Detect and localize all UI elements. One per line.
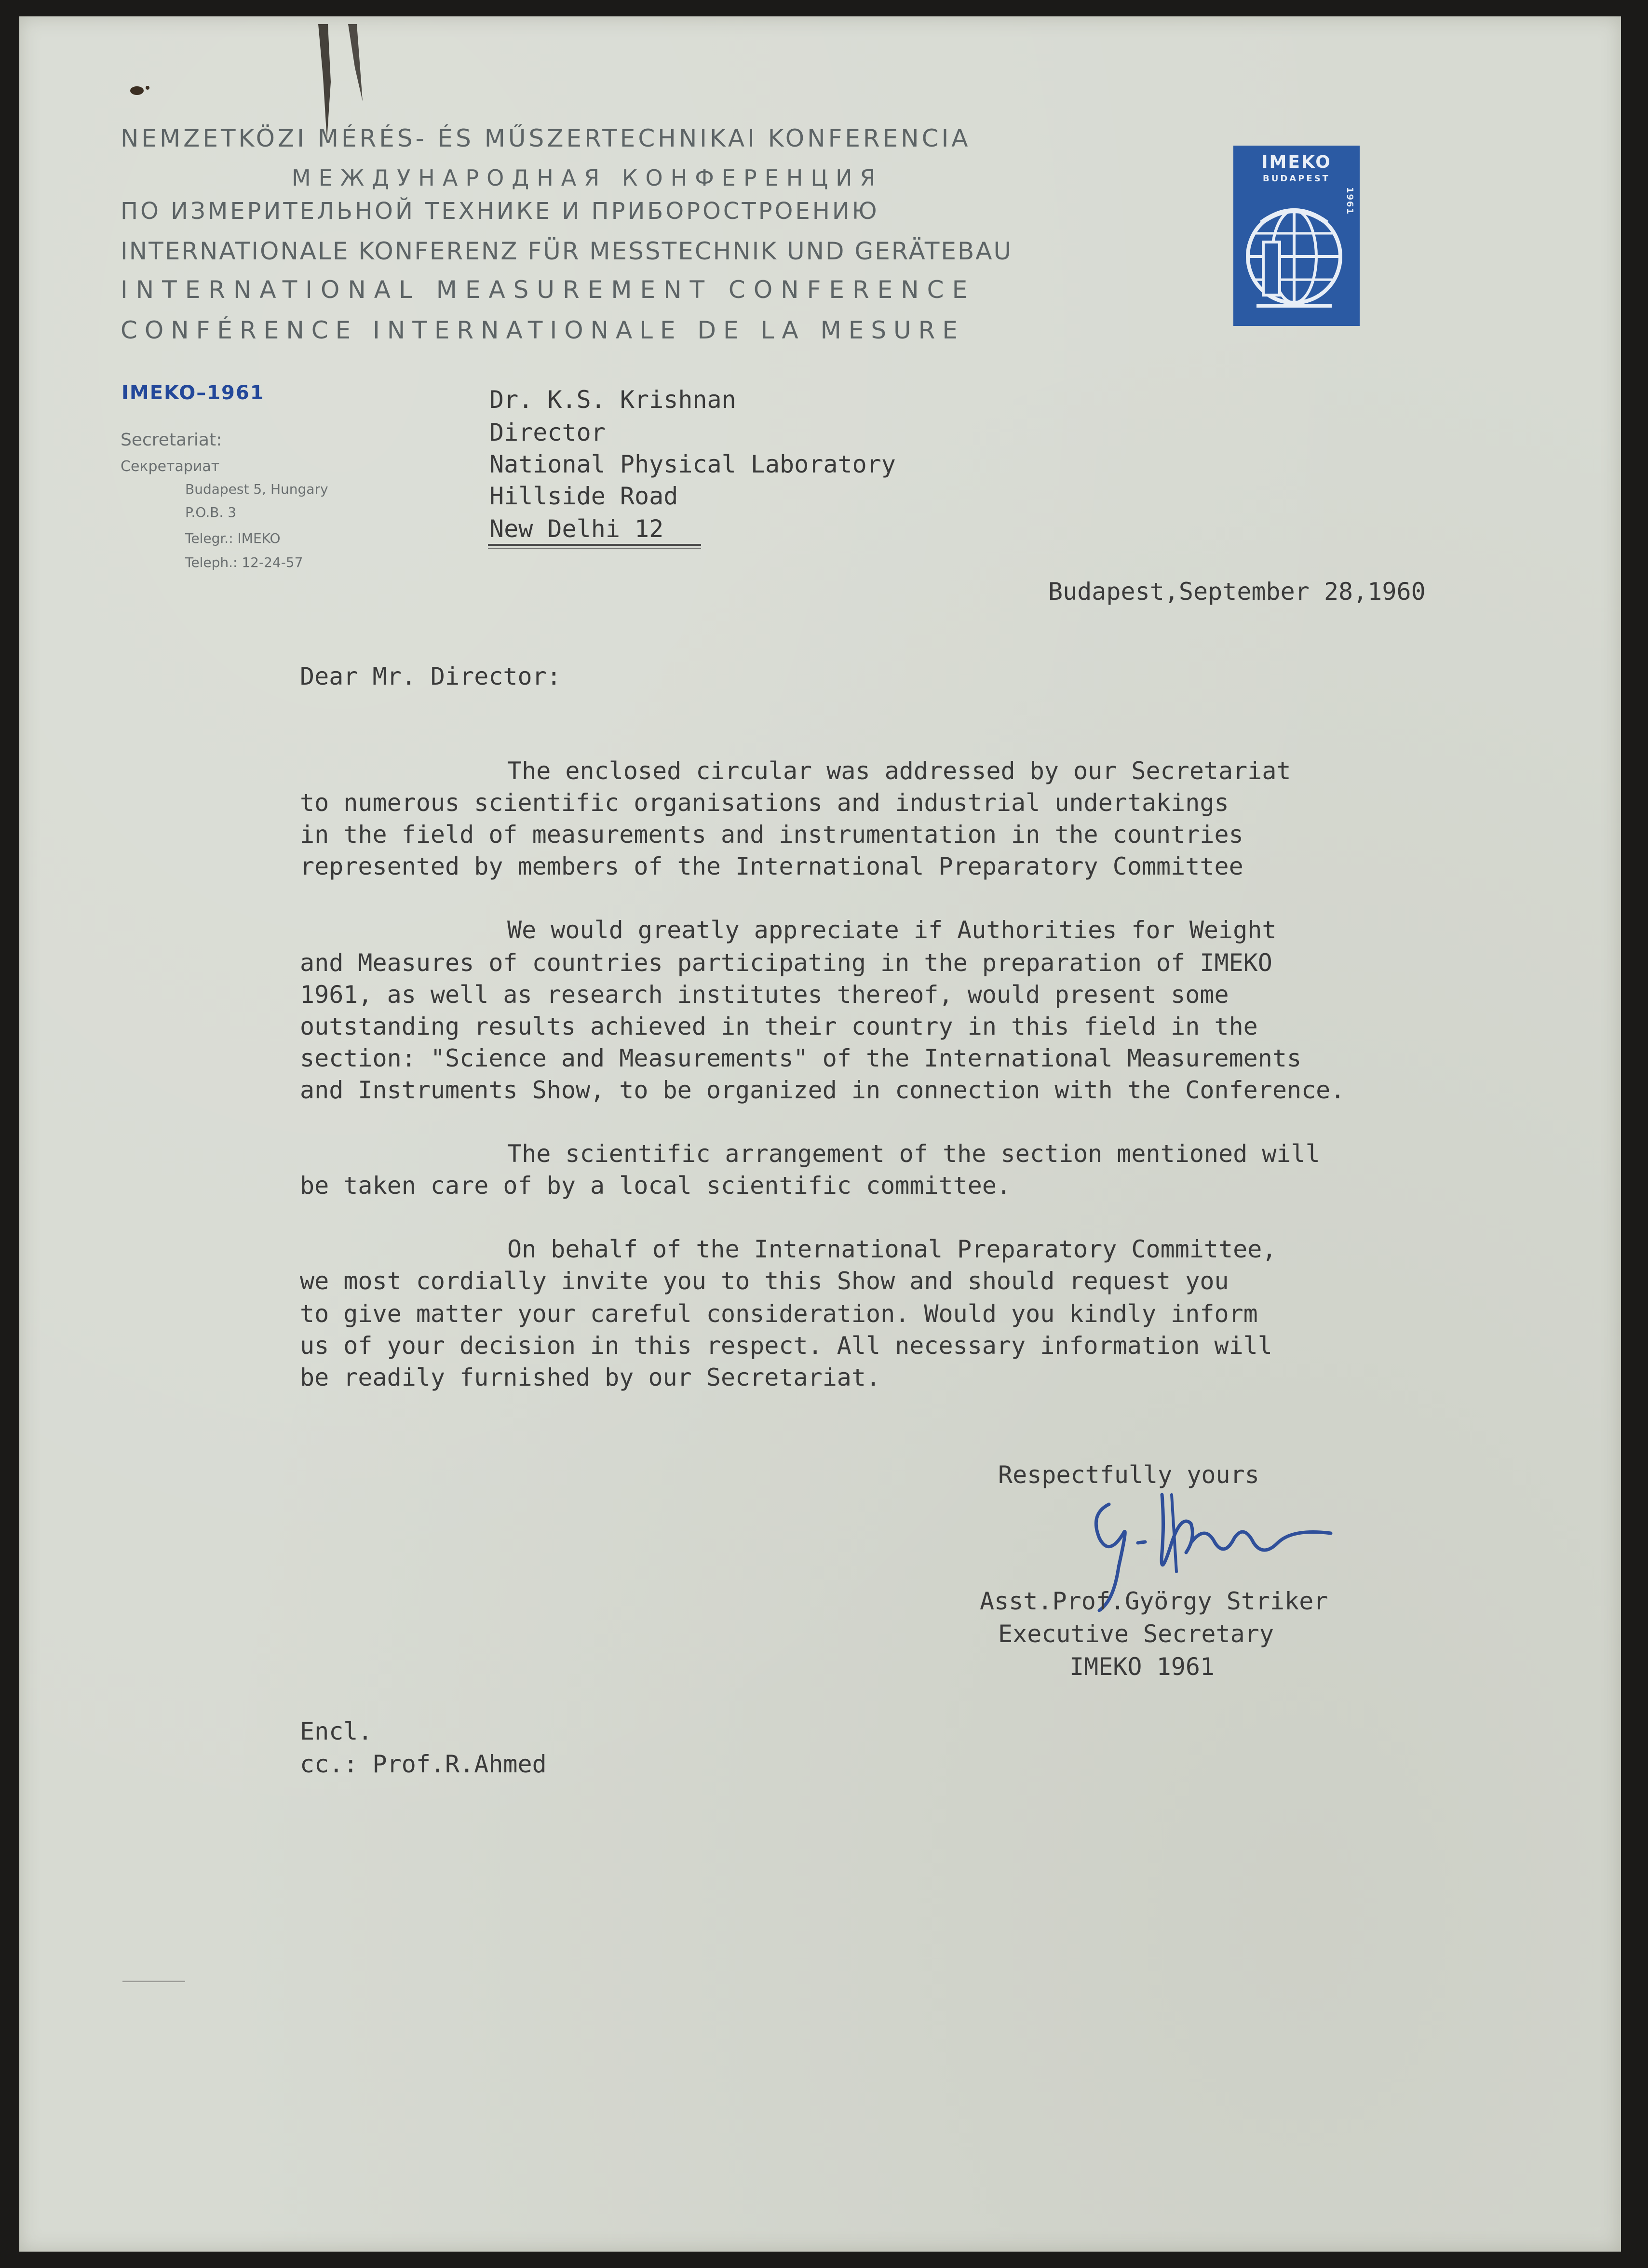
recipient-name: Dr. K.S. Krishnan — [489, 386, 736, 414]
paragraph-line: we most cordially invite you to this Show and should request you — [300, 1267, 1229, 1295]
signatory-name: Asst.Prof.György Striker — [980, 1587, 1328, 1615]
letterhead-russian-2: ПО ИЗМЕРИТЕЛЬНОЙ ТЕХНИКЕ И ПРИБОРОСТРОЕНИЮ — [121, 198, 879, 225]
recipient-city: New Delhi 12 — [489, 515, 664, 543]
paragraph-line: us of your decision in this respect. All necessary information will — [300, 1332, 1272, 1360]
imeko-logo — [1233, 146, 1360, 326]
paragraph-line: We would greatly appreciate if Authorities for Weight — [507, 916, 1277, 944]
cc-note: cc.: Prof.R.Ahmed — [300, 1750, 547, 1778]
sidebar-telegr: Telegr.: IMEKO — [185, 530, 281, 546]
sidebar-teleph: Teleph.: 12-24-57 — [185, 554, 303, 570]
paragraph-line: section: "Science and Measurements" of the International Measurements — [300, 1044, 1302, 1072]
paragraph-line: The enclosed circular was addressed by our Secretariat — [507, 757, 1291, 785]
letter-date: Budapest,September 28,1960 — [1048, 578, 1426, 606]
enclosure-note: Encl. — [300, 1717, 373, 1745]
city-underline — [488, 544, 701, 546]
paragraph-line: On behalf of the International Preparatory Committee, — [507, 1235, 1277, 1263]
paragraph-line: be taken care of by a local scientific committee. — [300, 1172, 1012, 1200]
logo-city: BUDAPEST — [1263, 174, 1330, 184]
logo-title: IMEKO — [1261, 152, 1332, 172]
sidebar-secretariat-ru: Секретариат — [121, 458, 220, 475]
paragraph-line: to numerous scientific organisations and industrial undertakings — [300, 789, 1229, 817]
paper-spot — [126, 81, 155, 100]
margin-mark — [122, 1981, 185, 1982]
letterhead-english: INTERNATIONAL MEASUREMENT CONFERENCE — [121, 276, 976, 304]
closing: Respectfully yours — [998, 1461, 1259, 1489]
paragraph-line: and Measures of countries participating in the preparation of IMEKO — [300, 949, 1272, 977]
salutation: Dear Mr. Director: — [300, 662, 561, 690]
paragraph-line: represented by members of the International Preparatory Committee — [300, 852, 1243, 880]
city-underline-2 — [488, 548, 701, 549]
recipient-org: National Physical Laboratory — [489, 450, 896, 478]
sidebar-pob: P.O.B. 3 — [185, 504, 237, 520]
letterhead-french: CONFÉRENCE INTERNATIONALE DE LA MESURE — [121, 316, 965, 344]
paragraph-line: be readily furnished by our Secretariat. — [300, 1364, 881, 1391]
sidebar-address: Budapest 5, Hungary — [185, 481, 328, 497]
signatory-org: IMEKO 1961 — [1069, 1653, 1215, 1681]
signatory-title: Executive Secretary — [998, 1620, 1274, 1648]
paragraph-line: 1961, as well as research institutes thereof, would present some — [300, 981, 1229, 1009]
sidebar-secretariat: Secretariat: — [121, 430, 222, 450]
letter-page — [19, 16, 1621, 2252]
globe-icon — [1242, 194, 1348, 319]
recipient-title: Director — [489, 418, 606, 446]
paragraph-line: in the field of measurements and instrumentation in the countries — [300, 821, 1243, 849]
letterhead-german: INTERNATIONALE KONFERENZ FÜR MESSTECHNIK UND GERÄTEBAU — [121, 237, 1013, 265]
sidebar-imeko: IMEKO–1961 — [122, 382, 265, 404]
logo-year: 1961 — [1345, 187, 1355, 216]
letterhead-hungarian: NEMZETKÖZI MÉRÉS- ÉS MŰSZERTECHNIKAI KONFERENCIA — [121, 124, 971, 152]
paragraph-line: to give matter your careful consideration. Would you kindly inform — [300, 1300, 1258, 1328]
paragraph-line: The scientific arrangement of the section mentioned will — [507, 1140, 1320, 1168]
recipient-street: Hillside Road — [489, 482, 678, 510]
letterhead-russian-1: МЕЖДУНАРОДНАЯ КОНФЕРЕНЦИЯ — [292, 165, 883, 191]
paragraph-line: and Instruments Show, to be organized in connection with the Conference. — [300, 1076, 1345, 1104]
paragraph-line: outstanding results achieved in their country in this field in the — [300, 1012, 1258, 1040]
